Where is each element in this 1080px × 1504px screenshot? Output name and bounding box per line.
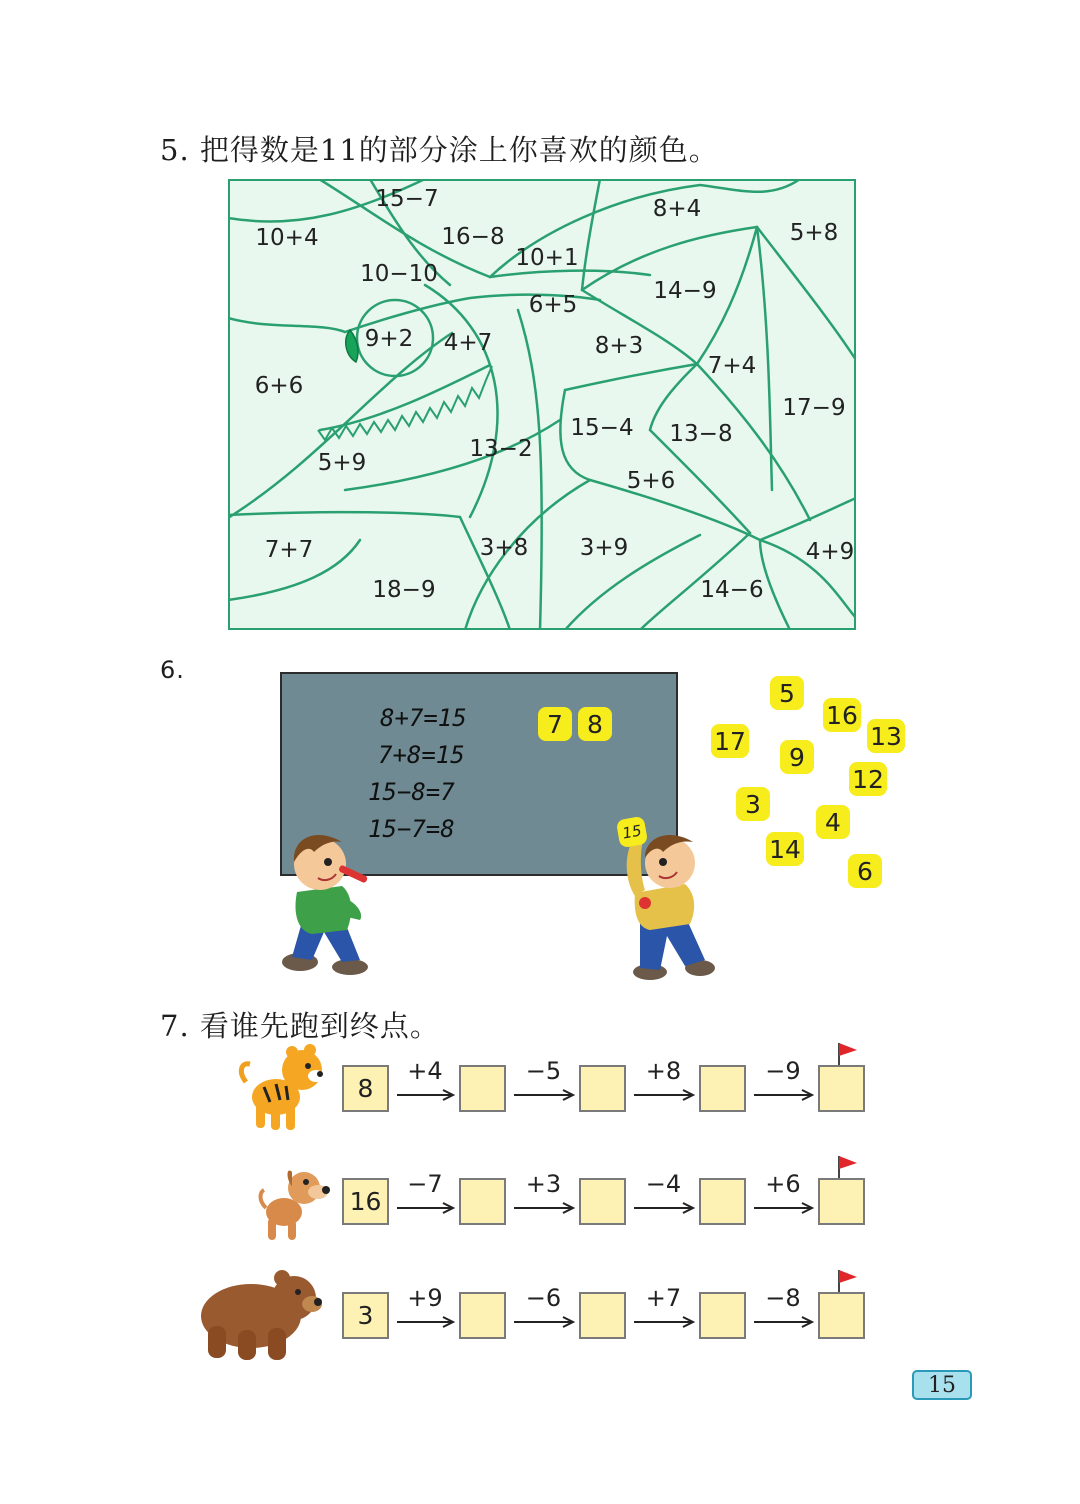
arrow-right-icon	[514, 1202, 577, 1214]
answer-box[interactable]	[579, 1292, 626, 1339]
number-card: 3	[736, 787, 770, 821]
start-number-box: 16	[342, 1178, 389, 1225]
puzzle-expression[interactable]: 10+4	[255, 225, 319, 251]
puzzle-expression[interactable]: 10+1	[515, 245, 579, 271]
number-card: 17	[711, 724, 749, 758]
question-7-title: 7. 看谁先跑到终点。	[160, 1009, 440, 1043]
bear-illustration	[196, 1266, 326, 1362]
number-card: 6	[848, 854, 882, 888]
puzzle-expression[interactable]: 18−9	[372, 577, 436, 603]
arrow-right-icon	[397, 1202, 457, 1214]
page-number: 15	[912, 1370, 972, 1400]
start-number-box: 8	[342, 1065, 389, 1112]
operation-label: +7	[645, 1284, 682, 1312]
operation-label: −8	[765, 1284, 801, 1312]
answer-box[interactable]	[699, 1065, 746, 1112]
puzzle-expression[interactable]: 6+6	[254, 373, 304, 399]
puzzle-expression[interactable]: 14−9	[653, 278, 717, 304]
number-card: 5	[770, 676, 804, 710]
number-card: 14	[766, 832, 804, 866]
arrow-right-icon	[634, 1089, 697, 1101]
finish-answer-box[interactable]	[818, 1065, 865, 1112]
number-card: 7	[538, 707, 572, 741]
puzzle-expression[interactable]: 5+6	[626, 468, 676, 494]
operation-label: +6	[765, 1170, 801, 1198]
operation-label: +9	[407, 1284, 443, 1312]
puzzle-expression[interactable]: 5+8	[789, 220, 839, 246]
answer-box[interactable]	[699, 1178, 746, 1225]
operation-label: −7	[407, 1170, 443, 1198]
arrow-right-icon	[397, 1089, 457, 1101]
operation-label: −5	[525, 1057, 562, 1085]
operation-label: +3	[525, 1170, 562, 1198]
arrow-right-icon	[634, 1202, 697, 1214]
number-card: 8	[578, 707, 612, 741]
puzzle-expression[interactable]: 6+5	[528, 292, 578, 318]
finish-flag-icon	[837, 1154, 863, 1180]
puzzle-expression[interactable]: 7+7	[264, 537, 314, 563]
finish-flag-icon	[837, 1268, 863, 1294]
tiger-illustration	[236, 1042, 328, 1134]
puzzle-expression[interactable]: 15−7	[375, 186, 439, 212]
board-equation: 7+8=15	[378, 741, 465, 769]
answer-box[interactable]	[459, 1178, 506, 1225]
dog-illustration	[256, 1160, 330, 1242]
operation-label: +8	[645, 1057, 682, 1085]
board-equation: 8+7=15	[380, 704, 467, 732]
answer-box[interactable]	[459, 1292, 506, 1339]
finish-answer-box[interactable]	[818, 1178, 865, 1225]
start-number-box: 3	[342, 1292, 389, 1339]
finish-flag-icon	[837, 1041, 863, 1067]
operation-label: +4	[407, 1057, 443, 1085]
puzzle-expression[interactable]: 10−10	[360, 261, 438, 287]
question-6-label: 6.	[160, 656, 185, 684]
arrow-right-icon	[754, 1089, 816, 1101]
boy-with-pencil-illustration	[272, 822, 382, 980]
answer-box[interactable]	[699, 1292, 746, 1339]
puzzle-expression[interactable]: 3+9	[579, 535, 629, 561]
puzzle-expression[interactable]: 15−4	[570, 415, 634, 441]
boy-held-card: 15	[616, 816, 648, 848]
number-card: 9	[780, 740, 814, 774]
arrow-right-icon	[514, 1316, 577, 1328]
operation-label: −4	[645, 1170, 682, 1198]
puzzle-expression[interactable]: 14−6	[700, 577, 764, 603]
puzzle-expression[interactable]: 4+7	[443, 330, 493, 356]
arrow-right-icon	[514, 1089, 577, 1101]
answer-box[interactable]	[459, 1065, 506, 1112]
finish-answer-box[interactable]	[818, 1292, 865, 1339]
number-card: 4	[816, 805, 850, 839]
arrow-right-icon	[754, 1202, 816, 1214]
answer-box[interactable]	[579, 1178, 626, 1225]
puzzle-expression[interactable]: 17−9	[782, 395, 846, 421]
puzzle-expression[interactable]: 3+8	[479, 535, 529, 561]
puzzle-expression[interactable]: 7+4	[707, 353, 757, 379]
puzzle-expression[interactable]: 16−8	[441, 224, 505, 250]
puzzle-expression[interactable]: 5+9	[317, 450, 367, 476]
color-by-number-puzzle	[228, 179, 856, 630]
board-equation: 15−8=7	[368, 778, 455, 806]
number-card: 12	[849, 762, 887, 796]
operation-label: −9	[765, 1057, 801, 1085]
question-5-title: 5. 把得数是11的部分涂上你喜欢的颜色。	[160, 133, 719, 167]
operation-label: −6	[525, 1284, 562, 1312]
number-card: 13	[867, 719, 905, 753]
board-equation: 15−7=8	[368, 815, 455, 843]
puzzle-expression[interactable]: 8+3	[594, 333, 644, 359]
puzzle-expression[interactable]: 9+2	[364, 326, 414, 352]
arrow-right-icon	[634, 1316, 697, 1328]
puzzle-expression[interactable]: 4+9	[805, 539, 855, 565]
arrow-right-icon	[397, 1316, 457, 1328]
number-card: 16	[823, 698, 861, 732]
answer-box[interactable]	[579, 1065, 626, 1112]
puzzle-expression[interactable]: 8+4	[652, 196, 702, 222]
puzzle-expression[interactable]: 13−8	[669, 421, 733, 447]
arrow-right-icon	[754, 1316, 816, 1328]
puzzle-expression[interactable]: 13−2	[469, 436, 533, 462]
